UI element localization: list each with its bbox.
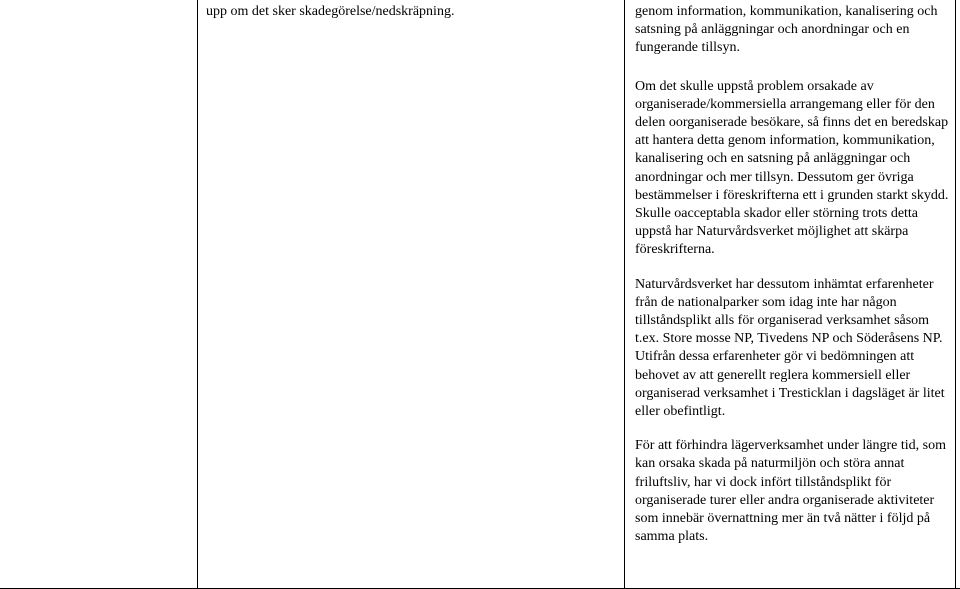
paragraph-3: Naturvårdsverket har dessutom inhämtat erfarenheter från de nationalparker som idag inte har någon tillståndsplikt alls för organiserad verksamhet såsom t.ex. Store mosse NP, Tivedens NP och Söderåsens NP. Utifrån dessa erfarenheter gör vi bedömningen att behovet av att generellt reglera kommersiell eller organiserad verksamhet i Tresticklan i dagsläget är litet eller obefintligt. [635, 276, 945, 420]
paragraph-1: genom information, kommunikation, kanalisering och satsning på anläggningar och anordningar och en fungerande tillsyn. [635, 4, 938, 56]
table-cell-left [198, 0, 624, 21]
table-cell-right [625, 0, 955, 562]
table-border-left-1 [197, 0, 198, 588]
left-cell-text: upp om det sker skadegörelse/nedskräpning. [206, 4, 455, 19]
paragraph-4: För att förhindra lägerverksamhet under längre tid, som kan orsaka skada på naturmiljön och störa annat friluftsliv, har vi dock infört tillståndsplikt för organiserade turer eller andra organiserade aktiviteter som innebär övernattning mer än två nätter i följd på samma plats. [635, 438, 947, 545]
table-border-right [955, 0, 956, 588]
paragraph-2: Om det skulle uppstå problem orsakade av organiserade/kommersiella arrangemang eller för den delen oorganiserade besökare, så finns det en beredskap att hantera detta genom information, kommunikation, kanalisering och en satsning på anläggningar och anordningar och mer tillsyn. Dessutom ger övriga bestämmelser i föreskrifterna ett i grunden starkt skydd. Skulle oacceptabla skador eller störning trots detta uppstå har Naturvårdsverket möjlighet att skärpa föreskrifterna. [635, 78, 949, 258]
